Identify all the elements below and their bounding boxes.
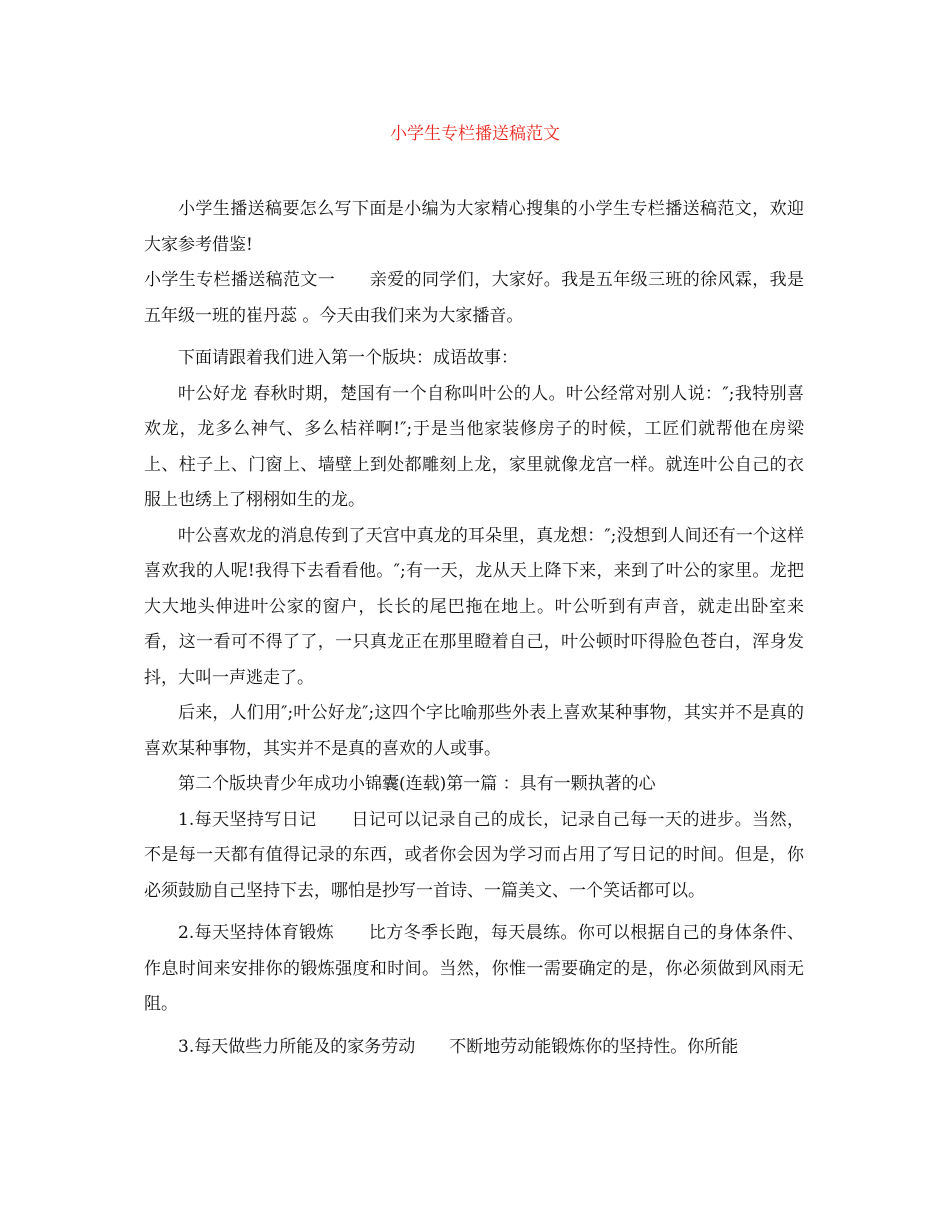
story-moral-paragraph: 后来，人们用″;叶公好龙″;这四个字比喻那些外表上喜欢某种事物，其实并不是真的喜欢某种事物，其实并不是真的喜欢的人或事。 — [144, 703, 804, 759]
section-one-opening: 小学生专栏播送稿范文一 亲爱的同学们，大家好。我是五年级三班的徐风霖，我是五年级一班的崔丹蕊 。今天由我们来为大家播音。 — [144, 270, 804, 326]
tip-paragraph: 2.每天坚持体育锻炼 比方冬季长跑，每天晨练。你可以根据自己的身体条件、作息时间来安排你的锻炼强度和时间。当然，你惟一需要确定的是，你必须做到风雨无阻。 — [144, 923, 804, 1014]
intro-paragraph: 小学生播送稿要怎么写下面是小编为大家精心搜集的小学生专栏播送稿范文，欢迎大家参考借鉴! — [144, 199, 804, 255]
story-paragraph: 叶公喜欢龙的消息传到了天宫中真龙的耳朵里，真龙想：″;没想到人间还有一个这样喜欢我的人呢!我得下去看看他。″;有一天，龙从天上降下来，来到了叶公的家里。龙把大大地头伸进叶公家的窗户，长长的尾巴拖在地上。叶公听到有声音，就走出卧室来看，这一看可不得了了，一只真龙正在那里瞪着自己，叶公顿时吓得脸色苍白，浑身发抖，大叫一声逃走了。 — [144, 525, 804, 688]
tip-paragraph: 3.每天做些力所能及的家务劳动 不断地劳动能锻炼你的坚持性。你所能 — [178, 1036, 739, 1057]
tip-paragraph: 1.每天坚持写日记 日记可以记录自己的成长，记录自己每一天的进步。当然，不是每一天都有值得记录的东西，或者你会因为学习而占用了写日记的时间。但是，你必须鼓励自己坚持下去，哪怕是抄写一首诗、一篇美文、一个笑话都可以。 — [144, 809, 804, 901]
section-intro-paragraph: 下面请跟着我们进入第一个版块：成语故事： — [178, 348, 518, 368]
section-two-heading: 第二个版块青少年成功小锦囊(连载)第一篇 ：具有一颗执著的心 — [178, 774, 656, 794]
document-title: 小学生专栏播送稿范文 — [390, 124, 560, 144]
document-body — [144, 192, 804, 1065]
story-paragraph: 叶公好龙 春秋时期，楚国有一个自称叫叶公的人。叶公经常对别人说：″;我特别喜欢龙，龙多么神气、多么桔祥啊!″;于是当他家装修房子的时候，工匠们就帮他在房梁上、柱子上、门窗上、墙壁上到处都雕刻上龙，家里就像龙宫一样。就连叶公自己的衣服上也绣上了栩栩如生的龙。 — [144, 383, 804, 510]
